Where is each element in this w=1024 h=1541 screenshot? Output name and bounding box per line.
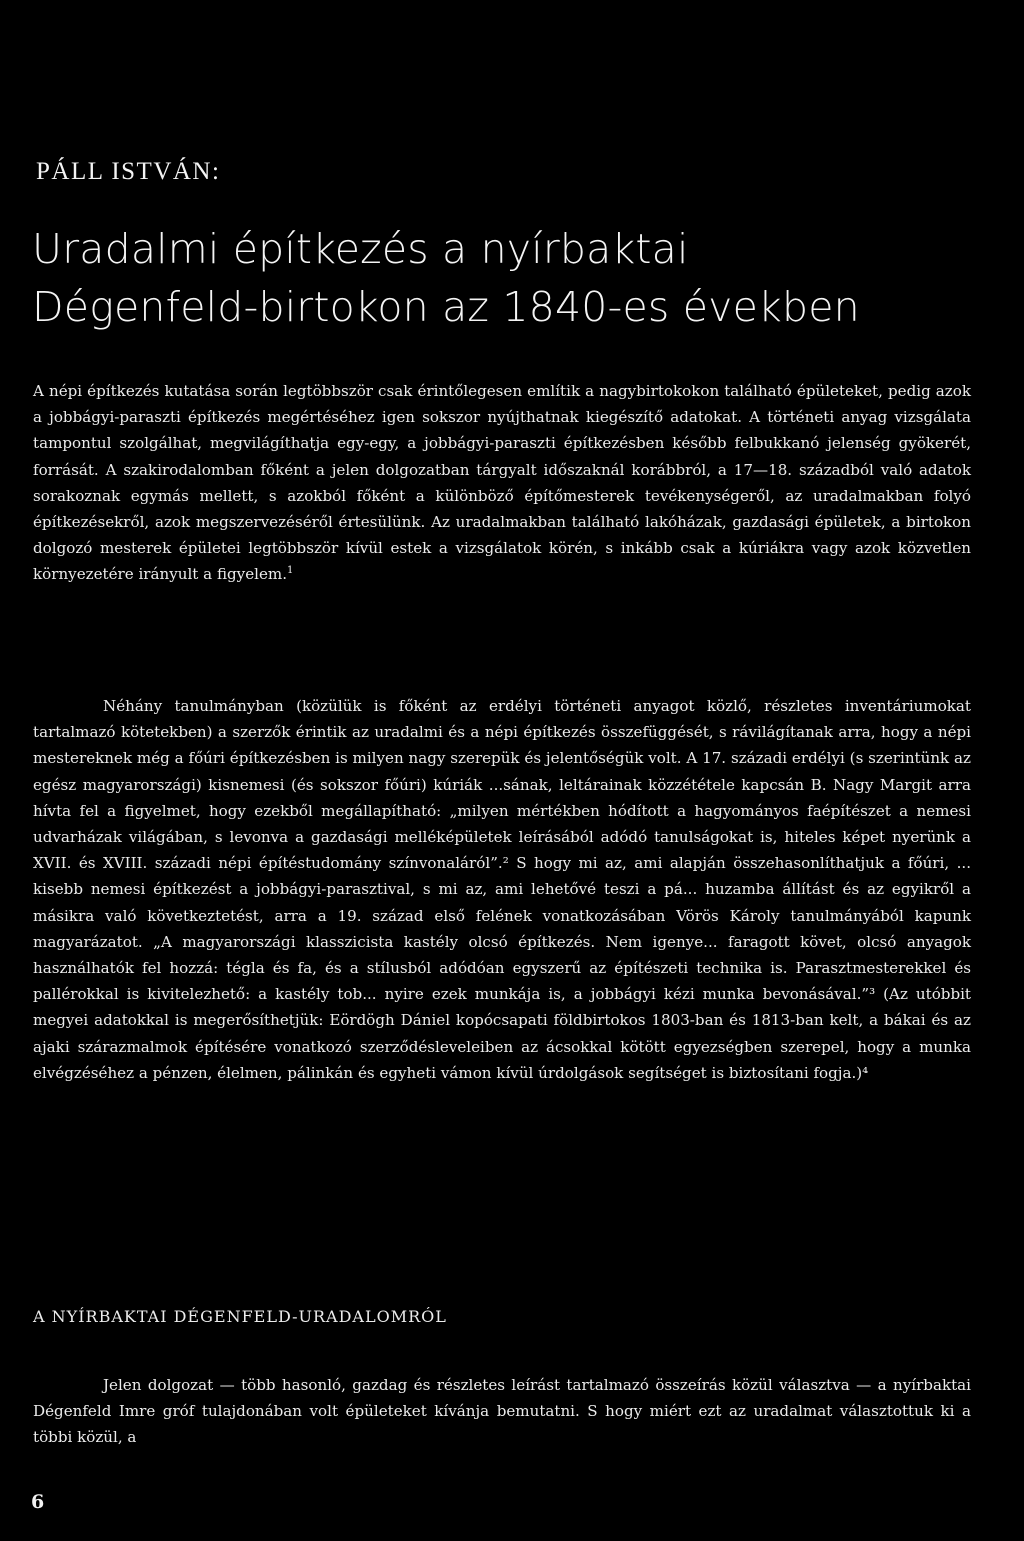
article-title-line-2: Dégenfeld-birtokon az 1840-es években	[32, 283, 860, 331]
footnote-marker-1: 1	[287, 565, 294, 577]
paragraph-2: Néhány tanulmányban (közülük is főként az erdélyi történeti anyagot közlő, részletes inventáriumokat tartalmazó kötetekben) a szerzők érintik az uradalmi és a népi építkezés összefüggését, s rávilágítanak arra, hogy a népi mestereknek még a főúri építkezésben is milyen nagy szerepük és jelentőségük volt. A 17. századi erdélyi (s szerintünk az egész magyarországi) kisnemesi (és sokszor főúri) kúriák ...sának, leltárainak közzététele kapcsán B. Nagy Margit arra hívta fel a figyelmet, hogy ezekből megállapítható: „milyen mértékben hódított a hagyományos faépítészet a nemesi udvarházak világában, s levonva a gazdasági melléképületek leírásából adódó tanulságokat is, hiteles képet nyerünk a XVII. és XVIII. századi népi építéstudomány színvonaláról”.² S hogy mi az, ami alapján összehasonlíthatjuk a főúri, ... kisebb nemesi építkezést a jobbágyi-parasztival, s mi az, ami lehetővé teszi a pá... huzamba állítást és az egyikről a másikra való következtetést, arra a 19. század első felének vonatkozásában Vörös Károly tanulmányából kapunk magyarázatot. „A magyarországi klasszicista kastély olcsó építkezés. Nem igenye... faragott követ, olcsó anyagok használhatók fel hozzá: tégla és fa, és a stílusból adódóan egyszerű az építészeti technika is. Parasztmesterekkel és pallérokkal is kivitelezhető: a kastély tob... nyire ezek munkája is, a jobbágyi kézi munka bevonásával.”³ (Az utóbbit megyei adatokkal is megerősíthetjük: Eördögh Dániel kopócsapati földbirtokos 1803-ban és 1813-ban kelt, a bákai és az ajaki szárazmalmok építésére vonatkozó szerződésleveleiben az ácsokkal kötött egyezségben szerepel, hogy a munka elvégzéséhez a pénzen, élelmen, pálinkán és egyheti vámon kívül úrdolgások segítséget is biztosítani fogja.)⁴	[33, 697, 971, 1082]
author-name: PÁLL ISTVÁN:	[36, 158, 221, 185]
page-number: 6	[31, 1491, 45, 1513]
article-title-line-1: Uradalmi építkezés a nyírbaktai	[32, 225, 689, 273]
paragraph-1-text: A népi építkezés kutatása során legtöbbször csak érintőlegesen említik a nagybirtokokon található épületeket, pedig azok a jobbágyi-paraszti építkezés megértéséhez igen sokszor nyújthatnak kiegészítő adatokat. A történeti anyag vizsgálata tampontul szolgálhat, megvilágíthatja egy-egy, a jobbágyi-paraszti építkezésben később felbukkanó jelenség gyökerét, forrását. A szakirodalomban főként a jelen dolgozatban tárgyalt időszaknál korábbról, a 17—18. századból való adatok sorakoznak egymás mellett, s azokból főként a különböző építőmesterek tevékenységeről, az uradalmakban folyó építkezésekről, azok megszervezéséről értesülünk. Az uradalmakban található lakóházak, gazdasági épületek, a birtokon dolgozó mesterek épületei legtöbbször kívül estek a vizsgálatok körén, s inkább csak a kúriákra vagy azok közvetlen környezetére irányult a figyelem.	[33, 382, 971, 584]
paragraph-1	[33, 378, 971, 588]
article-title	[32, 220, 992, 336]
paragraph-3: Jelen dolgozat — több hasonló, gazdag és részletes leírást tartalmazó összeírás közül választva — a nyírbaktai Dégenfeld Imre gróf tulajdonában volt épületeket kívánja bemutatni. S hogy miért ezt az uradalmat választottuk ki a többi közül, a	[33, 1376, 971, 1447]
section-heading: A NYÍRBAKTAI DÉGENFELD-URADALOMRÓL	[33, 1307, 447, 1326]
